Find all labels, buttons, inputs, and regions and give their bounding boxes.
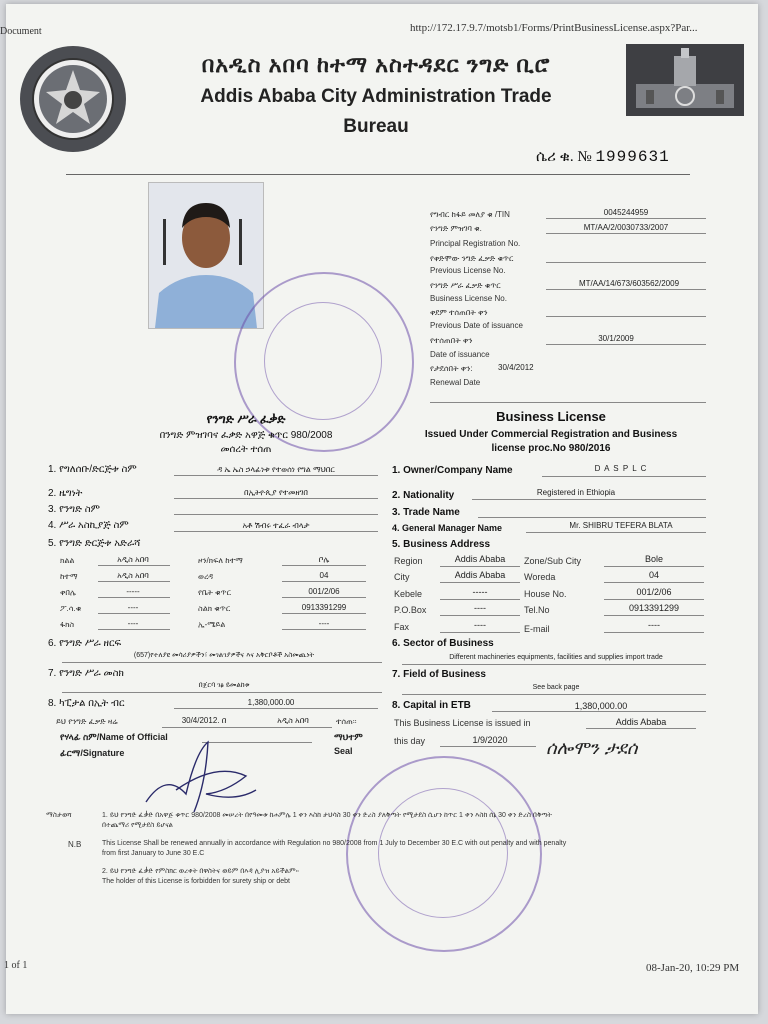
business-license-en: Business License No. (430, 294, 507, 303)
right-nationality-label: 2. Nationality (392, 490, 455, 501)
right-pobox-label: P.O.Box (394, 605, 427, 615)
left-city-label: ከተማ (60, 572, 78, 581)
serial-label: ሴሪ ቁ. № (536, 149, 592, 165)
right-trade-name-label: 3. Trade Name (392, 507, 460, 518)
header-title-english: Addis Ababa City Administration Trade (200, 86, 552, 107)
business-license-value: MT/AA/14/673/603562/2009 (578, 279, 680, 288)
right-tel-label: Tel.No (524, 605, 550, 615)
tin-label: የግብር ከፋይ መለያ ቁ /TIN (430, 210, 510, 219)
title-english: Business License (496, 409, 606, 424)
trade-reg-value: MT/AA/2/0030733/2007 (583, 223, 669, 232)
nb-label: N.B (68, 840, 82, 849)
right-kebele-label: Kebele (394, 589, 423, 599)
left-tel-value: 0913391299 (301, 603, 347, 612)
left-tel-line (282, 613, 366, 614)
left-issued-suffix: ተሰጠ፡፡ (336, 717, 357, 726)
right-house-line (604, 599, 704, 600)
left-woreda-line (282, 581, 366, 582)
left-zone-label: ዞን/ክፍለ ከተማ (198, 556, 243, 565)
right-issued-line (586, 728, 696, 729)
note2-english: The holder of this License is forbidden for surety ship or debt (102, 878, 290, 885)
right-issued-label: This Business License is issued in (394, 718, 531, 728)
right-fax-line (440, 632, 520, 633)
right-sector-value: Different machineries equipments, facilities and supplies import trade (449, 654, 663, 661)
left-region-value: አዲስ አበባ (117, 555, 149, 564)
left-zone-value: ቦሌ (318, 555, 330, 564)
left-trade-name-label: 3. የንግድ ስም (48, 504, 100, 515)
right-manager-value: Mr. SHIBRU TEFERA BLATA (569, 521, 673, 530)
prev-issue-line (546, 316, 706, 317)
left-issued-line (162, 727, 332, 728)
left-tel-label: ስልክ ቁጥር (198, 604, 231, 613)
owner-photo (148, 182, 264, 329)
previous-license-line (546, 262, 706, 263)
right-this-day-label: this day (394, 736, 426, 746)
left-house-label: የቤት ቁጥር (198, 588, 232, 597)
header-divider (66, 174, 690, 175)
left-pobox-value: ---- (127, 603, 139, 612)
subtitle-english-2: license proc.No 980/2016 (491, 443, 611, 454)
left-fax-label: ፋክስ (60, 620, 75, 629)
city-emblem-logo (18, 44, 128, 154)
right-kebele-line (440, 599, 520, 600)
right-nationality-value: Registered in Ethiopia (536, 488, 616, 497)
left-sector-value: (657)የተለያዩ መሳሪያዎችን፣ መገልገያዎችና እና አቅርቦቶች አስመጪነት (133, 652, 315, 659)
right-email-line (604, 632, 704, 633)
left-field-line (62, 692, 382, 693)
right-tel-line (604, 615, 704, 616)
left-city-line (98, 581, 170, 582)
right-nationality-line (472, 499, 706, 500)
right-zone-value: Bole (644, 554, 663, 564)
left-fax-line (98, 629, 170, 630)
left-issued-prefix: ይህ የንግድ ፈቃድ ዛሬ (56, 717, 118, 726)
issue-am: የተሰጠበት ቀን (430, 336, 473, 345)
right-kebele-value: ----- (472, 587, 488, 597)
renewal-value: 30/4/2012 (498, 363, 534, 372)
document-label: Document (0, 26, 42, 37)
left-fax-value: ---- (127, 619, 139, 628)
left-owner-value: ዳ ኤ ኤስ ኃላፊነቱ የተወሰነ የግል ማህበር (217, 465, 335, 474)
serial-number (536, 148, 670, 166)
left-trade-name-line (174, 514, 378, 515)
right-this-day-line (440, 746, 536, 747)
right-email-label: E-mail (524, 624, 550, 634)
left-kebele-value: ----- (126, 587, 140, 596)
issue-en: Date of issuance (430, 350, 490, 359)
principal-reg-label: Principal Registration No. (430, 239, 521, 248)
prev-issue-en: Previous Date of issuance (430, 321, 523, 330)
right-woreda-value: 04 (648, 570, 659, 580)
left-field-label: 7. የንግድ ሥራ መስክ (48, 668, 124, 679)
right-trade-name-line (478, 517, 706, 518)
right-owner-value: D A S P L C (594, 464, 648, 473)
left-issued-date: 30/4/2012. በ (181, 716, 227, 725)
subtitle-amharic-2: መሰረት ተሰጠ (220, 444, 272, 455)
right-field-line (402, 694, 706, 695)
right-region-value: Addis Ababa (454, 554, 506, 564)
business-license-am: የንግድ ሥራ ፈቃድ ቁጥር (430, 281, 501, 290)
left-owner-line (174, 475, 378, 476)
print-url: http://172.17.9.7/motsb1/Forms/PrintBusinessLicense.aspx?Par... (410, 22, 698, 34)
left-sector-label: 6. የንግድ ሥራ ዘርፍ (48, 638, 122, 649)
page-count: 1 of 1 (4, 960, 28, 971)
right-zone-line (604, 566, 704, 567)
left-region-line (98, 565, 170, 566)
note1-english-cont: from first January to June 30 E.C (102, 850, 205, 857)
right-address-label: 5. Business Address (392, 539, 491, 550)
left-kebele-label: ቀበሌ (60, 588, 76, 597)
right-issued-city: Addis Ababa (615, 717, 667, 727)
serial-value: 1999631 (595, 148, 670, 166)
right-manager-label: 4. General Manager Name (392, 523, 503, 533)
right-capital-value: 1,380,000.00 (574, 701, 628, 711)
header-title-amharic: በአዲስ አበባ ከተማ አስተዳደር ንግድ ቢሮ (201, 52, 551, 77)
renewal-en: Renewal Date (430, 378, 481, 387)
right-field-label: 7. Field of Business (392, 669, 486, 680)
right-region-line (440, 566, 520, 567)
left-kebele-line (98, 597, 170, 598)
left-woreda-value: 04 (319, 571, 329, 580)
right-fax-value: ---- (474, 620, 486, 630)
note1-amharic: 1. ይህ የንግድ ፈቃድ በአዋጅ ቁጥር 980/2008 መሠረት በየዓመቱ ከሐምሌ 1 ቀን እስከ ታህሳስ 30 ቀን ድረስ ያለቅጣት የሚታደስ ሲሆን ከጥር 1 ቀን እስከ ሰኔ 30 ቀን ድረስ በቅጣት (102, 812, 552, 819)
left-pobox-label: ፖ.ሳ.ቁ (60, 604, 82, 613)
left-manager-line (174, 531, 378, 532)
issue-line (546, 344, 706, 345)
left-capital-line (174, 708, 378, 709)
right-house-label: House No. (524, 589, 567, 599)
left-house-line (282, 597, 366, 598)
left-address-label: 5. የንግድ ድርጅቱ አድራሻ (48, 538, 141, 549)
right-manager-line (526, 532, 706, 533)
left-owner-label: 1. የግለሰቡ/ድርጅቱ ስም (48, 464, 137, 475)
previous-license-en: Previous License No. (430, 266, 506, 275)
right-woreda-label: Woreda (524, 572, 556, 582)
left-house-value: 001/2/06 (308, 587, 340, 596)
right-this-day-value: 1/9/2020 (472, 735, 508, 745)
left-woreda-label: ወረዳ (198, 572, 214, 581)
right-capital-label: 8. Capital in ETB (392, 700, 471, 711)
left-capital-label: 8. ካፒታል በኢት ብር (48, 698, 125, 709)
tin-line (546, 218, 706, 219)
left-pobox-line (98, 613, 170, 614)
right-email-value: ---- (648, 620, 660, 630)
left-nationality-label: 2. ዜግነት (48, 488, 83, 499)
right-city-line (440, 582, 520, 583)
right-house-value: 001/2/06 (636, 587, 672, 597)
right-city-value: Addis Ababa (454, 570, 506, 580)
left-field-value: በጀርባ ገፅ ይመልከቱ (198, 682, 250, 689)
right-zone-label: Zone/Sub City (524, 556, 582, 566)
right-owner-line (542, 476, 706, 477)
note2-amharic: 2. ይህ የንግድ ፈቃድ የምስክር ወረቀት በዋስትና ወይም በእዳ ሊያዝ አይችልም፡፡ (102, 868, 299, 875)
seal-label-am: ማህተም (334, 732, 363, 742)
left-issued-city: አዲስ አበባ (277, 716, 309, 725)
left-sector-line (62, 662, 382, 663)
official-seal-stamp-bottom (346, 756, 542, 952)
left-city-value: አዲስ አበባ (117, 571, 149, 580)
right-owner-label: 1. Owner/Company Name (392, 465, 513, 476)
right-tel-value: 0913391299 (628, 603, 680, 613)
issue-value: 30/1/2009 (598, 334, 634, 343)
right-city-label: City (394, 572, 410, 582)
print-timestamp: 08-Jan-20, 10:29 PM (646, 962, 740, 974)
signature-label: ፊርማ/Signature (60, 748, 125, 758)
header-title-bureau: Bureau (343, 116, 409, 137)
previous-license-am: የቀድሞው ንግድ ፈቃድ ቁጥር (430, 254, 514, 263)
tin-value: 0045244959 (603, 208, 649, 217)
official-signature (136, 732, 266, 822)
bureau-building-logo (626, 44, 744, 116)
right-pobox-value: ---- (474, 603, 486, 613)
note1-english: This License Shall be renewed annually in accordance with Regulation no 980/2008 from 1 July to December 30 E.C with out penalty and with penalty (102, 840, 567, 847)
subtitle-english-1: Issued Under Commercial Registration and Business (424, 429, 678, 440)
business-license-line (546, 289, 706, 290)
note1-amharic-cont: በተጨማሪ የሚታደስ ይሆናል (102, 822, 173, 829)
left-region-label: ክልል (60, 556, 75, 565)
left-nationality-line (174, 498, 378, 499)
right-sector-label: 6. Sector of Business (392, 638, 494, 649)
prev-issue-am: ቀደም ተሰጠበት ቀን (430, 308, 488, 317)
left-manager-label: 4. ሥራ አስኪያጅ ስም (48, 520, 129, 531)
left-email-value: ---- (318, 619, 330, 628)
right-field-value: See back page (532, 684, 580, 691)
right-capital-line (492, 711, 706, 712)
subtitle-amharic-1: በንግድ ምዝገባና ፈቃድ አዋጅ ቁጥር 980/2008 (159, 430, 333, 441)
left-zone-line (282, 565, 366, 566)
left-nationality-value: በኢትዮጲያ የተመዘገበ (243, 488, 308, 497)
left-email-label: ኢ-ሜይል (198, 620, 226, 629)
official-name-label: የሃላፊ ስም/Name of Official (60, 732, 168, 742)
trade-reg-line (546, 233, 706, 234)
registration-divider (430, 402, 706, 403)
left-manager-value: አቶ ሽብሩ ተፈራ ብላታ (242, 521, 310, 530)
trade-reg-label: የንግድ ምዝገባ ቁ. (430, 224, 482, 233)
left-capital-value: 1,380,000.00 (247, 698, 295, 707)
right-pobox-line (440, 615, 520, 616)
left-email-line (282, 629, 366, 630)
right-region-label: Region (394, 556, 423, 566)
right-woreda-line (604, 582, 704, 583)
note-am-label: ማስታወሻ (46, 812, 72, 819)
right-sector-line (402, 664, 706, 665)
handwritten-signature: ሰሎሞን ታደሰ (546, 738, 638, 759)
renewal-am: የታደሰበት ቀን: (430, 364, 473, 373)
license-page (0, 4, 758, 1014)
right-fax-label: Fax (394, 622, 410, 632)
seal-label-en: Seal (334, 746, 353, 756)
title-amharic: የንግድ ሥራ ፈቃድ (206, 412, 286, 426)
